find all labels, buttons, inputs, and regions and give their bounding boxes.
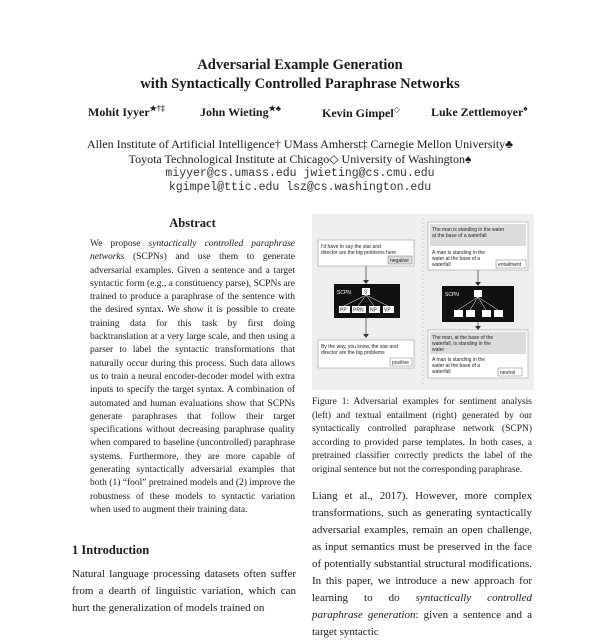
left-scpn-label: SCPN (337, 290, 351, 296)
left-parse-node-np: NP (370, 307, 377, 314)
left-output-text: By the way, you know, the star and director are the big problems (321, 344, 398, 356)
affiliations-line-2: Toyota Technological Institute at Chicago◇ University of Washington♠ (128, 152, 472, 166)
figure-1 (312, 214, 534, 390)
figure-1-caption: Figure 1: Adversarial examples for sentiment analysis (left) and textual entailment (right) generated by our syntactically controlled paraphrase network (SCPN) according to provided parse templates. In both cases, a pretrained classifier correctly predicts the label of the original sentence but not the corresponding paraphrase. (312, 397, 532, 475)
emails-line-1: miyyer@cs.umass.edu jwieting@cs.cmu.edu (165, 167, 435, 180)
left-parse-node-vp: VP (384, 307, 391, 314)
author-1: Mohit Iyyer★†‡ (88, 104, 165, 119)
author-3: Kevin Gimpel◇ (322, 105, 400, 120)
paper-title-line-1: Adversarial Example Generation (197, 57, 403, 73)
left-parse-node-prn: PRN (353, 307, 364, 314)
left-arrow-in-head (363, 280, 369, 284)
section-heading-introduction: 1 Introduction (72, 543, 150, 557)
right-output-label: neutral (500, 370, 516, 376)
right-parse-root (474, 290, 482, 297)
right-input-label: entailment (498, 262, 522, 268)
abstract-heading: Abstract (169, 216, 216, 230)
right-column-body: Liang et al., 2017). However, more complex transformations, such as generating syntactically adversarial examples, remain an open challenge, as input semantics must be preserved in the face of potentially substantial structural modifications. In this paper, we introduce a new approach for learning to do syntactically controlled paraphrase generation: given a sentence and a target syntactic (312, 490, 532, 638)
right-scpn-label: SCPN (445, 292, 459, 298)
author-4: Luke Zettlemoyer♠ (431, 104, 528, 119)
left-parse-node-pp: PP (340, 307, 347, 314)
right-premise-text: The man is standing in the water at the base of a waterfall (432, 227, 505, 239)
emails-line-2: kgimpel@ttic.edu lsz@cs.washington.edu (168, 181, 432, 194)
right-output-hypothesis-text: A man is standing in the water at the base of a waterfall (432, 357, 486, 375)
figure-1-diagram (312, 214, 534, 390)
introduction-body: Natural language processing datasets often suffer from a dearth of linguistic variation, which can hurt the generalization of models trained on (72, 568, 296, 614)
left-input-label: negative (390, 258, 409, 264)
abstract-body: We propose syntactically controlled paraphrase networks (SCPNs) and use them to generate adversarial examples. Given a sentence and a target syntactic form (e.g., a constituency parse), SCPNs are trained to produce a paraphrase of the sentence with the desired syntax. We show it is possible to create training data for this task by first doing backtranslation at a very large scale, and then using a parser to label the syntactic transformations that naturally occur during this process. Such data allows us to train a neural encoder-decoder model with extra inputs to specify the target syntax. A combination of automated and human evaluations show that SCPNs generate paraphrases that follow their target specifications without decreasing paraphrase quality when compared to baseline (uncontrolled) paraphrase systems. Furthermore, they are more capable of generating syntactically adversarial examples that both (1) “fool” pretrained models and (2) improve the robustness of these models to syntactic variation when used to augment their training data. (90, 239, 296, 515)
author-list (0, 104, 600, 120)
left-input-text: I'd have to say the star and director are the big problems here (321, 244, 397, 256)
paper-title-line-2: with Syntactically Controlled Paraphrase Networks (140, 76, 460, 92)
left-parse-node-s: S (364, 289, 368, 296)
right-hypothesis-text: A man is standing in the water at the base of a waterfall (432, 250, 486, 268)
author-2: John Wieting★♣ (200, 104, 281, 119)
left-output-label: positive (392, 360, 409, 366)
affiliations-line-1: Allen Institute of Artificial Intelligence† UMass Amherst‡ Carnegie Mellon University♣ (86, 137, 514, 151)
right-output-premise-text: The man, at the base of the waterfall, is standing in the water (432, 335, 494, 353)
